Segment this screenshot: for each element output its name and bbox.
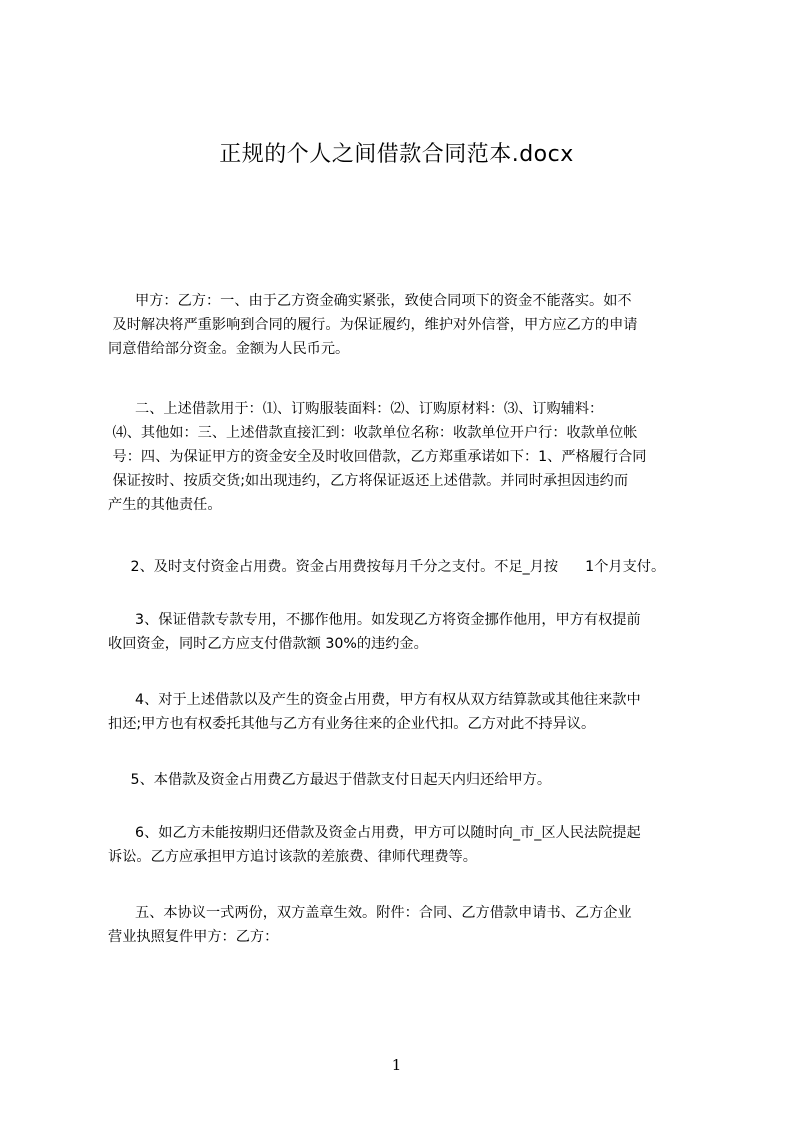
- paragraph-line: 诉讼。乙方应承担甲方追讨该款的差旅费、律师代理费等。: [108, 849, 477, 865]
- paragraph-6: [108, 768, 700, 792]
- paragraph-1: [108, 289, 700, 361]
- paragraph-line: 号：四、为保证甲方的资金安全及时收回借款，乙方郑重承诺如下：1、严格履行合同: [108, 449, 647, 465]
- paragraph-line: 保证按时、按质交货;如出现违约，乙方将保证返还上述借款。并同时承担因违约而: [108, 473, 629, 489]
- paragraph-line: 五、本协议一式两份，双方盖章生效。附件：合同、乙方借款申请书、乙方企业: [108, 905, 632, 921]
- paragraph-line: 营业执照复件甲方：乙方：: [108, 929, 279, 945]
- paragraph-line: 产生的其他责任。: [108, 497, 222, 513]
- paragraph-line: 3、保证借款专款专用，不挪作他用。如发现乙方将资金挪作他用，甲方有权提前: [108, 612, 641, 628]
- paragraph-line: 甲方：乙方：一、由于乙方资金确实紧张，致使合同项下的资金不能落实。如不: [108, 293, 632, 309]
- paragraph-line: 4、对于上述借款以及产生的资金占用费，甲方有权从双方结算款或其他往来款中: [108, 692, 641, 708]
- page-number: 1: [391, 1056, 402, 1074]
- paragraph-line: ⑷、其他如：三、上述借款直接汇到：收款单位名称：收款单位开户行：收款单位帐: [108, 425, 638, 441]
- paragraph-line: 6、如乙方未能按期归还借款及资金占用费，甲方可以随时向_市_区人民法院提起: [108, 825, 641, 841]
- paragraph-line: 收回资金，同时乙方应支付借款额 30%的违约金。: [108, 636, 428, 652]
- paragraph-line: 扣还;甲方也有权委托其他与乙方有业务往来的企业代扣。乙方对此不持异议。: [108, 716, 596, 732]
- paragraph-4: [108, 608, 700, 656]
- paragraph-line: 同意借给部分资金。金额为人民币元。: [108, 341, 350, 357]
- document-title: 正规的个人之间借款合同范本.docx: [219, 142, 574, 167]
- paragraph-3: [108, 555, 700, 579]
- paragraph-2: [108, 397, 700, 517]
- paragraph-line: 2、及时支付资金占用费。资金占用费按每月千分之支付。不足_月按 1个月支付。: [108, 559, 666, 575]
- paragraph-7: [108, 821, 700, 869]
- paragraph-5: [108, 688, 700, 736]
- paragraph-line: 及时解决将严重影响到合同的履行。为保证履约，维护对外信誉，甲方应乙方的申请: [108, 317, 638, 333]
- paragraph-line: 5、本借款及资金占用费乙方最迟于借款支付日起天内归还给甲方。: [108, 772, 552, 788]
- paragraph-8: [108, 901, 700, 949]
- paragraph-line: 二、上述借款用于：⑴、订购服装面料：⑵、订购原材料：⑶、订购辅料：: [108, 401, 604, 417]
